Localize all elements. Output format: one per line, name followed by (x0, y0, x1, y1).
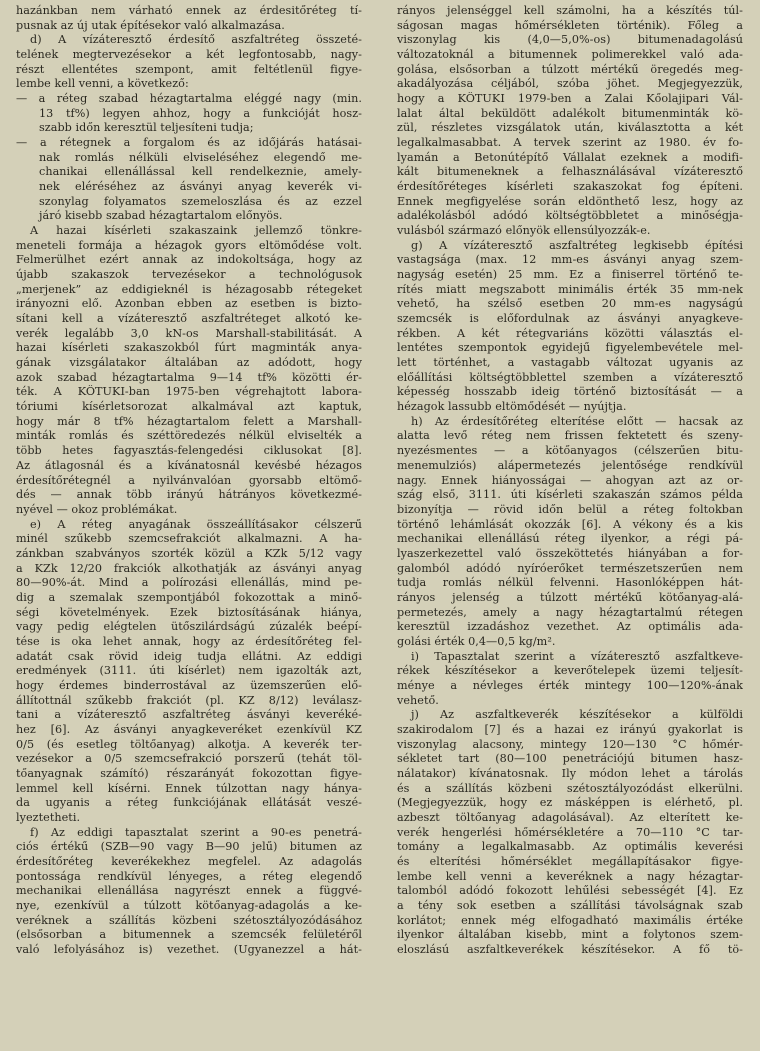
text-line: a KZk 12/20 frakciók alkothatják az ásványi anyag (16, 561, 362, 575)
text-line: újabb szakaszok tervezésekor a technológusok (16, 268, 362, 282)
text-line: mechanikai ellenállása nagyrészt ennek a függvé- (16, 884, 362, 898)
text-line: meneteli formája a hézagok gyors eltömődése volt. (16, 238, 362, 252)
text-line: — a rétegnek a forgalom és az időjárás hatásai- (16, 136, 362, 150)
text-line: kált bitumeneknek a felhasználásával vízáteresztő (397, 165, 743, 179)
text-line: és a szállítás közbeni szétosztályozódást elkerülni. (397, 781, 743, 795)
text-line: érdesítőréteges kísérleti szakaszokat fog építeni. (397, 180, 743, 194)
text-line: szág első, 3111. úti kísérleti szakaszán számos példa (397, 488, 743, 502)
text-line: rányos jelenséggel kell számolni, ha a készítés túl- (397, 4, 743, 17)
text-line: legalkalmasabbat. A tervek szerint az 1980. év fo- (397, 136, 743, 150)
text-line: (elsősorban a bitumennek a szemcsék felületéről (16, 928, 362, 942)
text-line: lemmel kell kísérni. Ennek túlzottan nagy hánya- (16, 781, 362, 795)
text-line: pontossága rendkívül lényeges, a réteg elegendő (16, 869, 362, 883)
text-line: da ugyanis a réteg funkciójának ellátását veszé- (16, 796, 362, 810)
text-line: e) A réteg anyagának összeállításakor célszerű (30, 517, 362, 531)
text-line: vehető, ha szélső esetben 20 mm-es nagyságú (397, 297, 743, 311)
text-line: több hetes fagyasztás-felengedési ciklusokat [8]. (16, 444, 362, 458)
text-line: lett történhet, a vastagabb változat ugyanis az (397, 356, 743, 370)
text-line: ménye a névleges érték mintegy 100—120%-ának (397, 678, 743, 692)
text-line: nye, ezenkívül a túlzott kötőanyag-adagolás a ke- (16, 898, 362, 912)
text-line: szabb időn keresztül teljesíteni tudja; (39, 121, 254, 135)
text-line: 80—90%-át. Mind a polírozási ellenállás, mind pe- (16, 576, 362, 590)
text-line: vezésekor a 0/5 szemcsefrakció porszerű (tehát töl- (16, 752, 362, 766)
right-column (397, 4, 743, 958)
text-line: Ennek megfigyelése során eldönthető lesz, hogy az (397, 194, 743, 208)
text-line: ciós értékű (SZB—90 vagy B—90 jelű) bitumen az (16, 840, 362, 854)
text-line: hez [6]. Az ásványi anyagkeveréket ezenkívül KZ (16, 722, 362, 736)
text-line: A hazai kísérleti szakaszaink jellemző tönkre- (30, 224, 362, 238)
text-line: 0/5 (és esetleg töltőanyag) alkotja. A keverék ter- (16, 737, 362, 751)
text-line: lentétes szempontok egyidejű figyelembevétele mel- (397, 341, 743, 355)
text-line: lyeztetheti. (16, 810, 81, 824)
text-line: tani a vízáteresztő aszfaltréteg ásványi keveréké- (16, 708, 362, 722)
text-line: Felmerülhet ezért annak az indokoltsága, hogy az (16, 253, 362, 267)
text-line: képesség hosszabb ideig történő biztosítását — a (397, 385, 743, 399)
text-line: szemcsék is előfordulnak az ásványi anyagkeve- (397, 312, 743, 326)
text-line: részt ellentétes szempont, amit feltétlenül figye- (16, 62, 362, 76)
text-line: tőanyagnak számító) részarányát fokozottan figye- (16, 766, 362, 780)
text-line: 13 tf%) legyen ahhoz, hogy a funkcióját hosz- (39, 106, 362, 120)
text-line: lyaszerkezettel való összeköttetés hiányában a for- (397, 546, 743, 560)
text-line: hazai kísérleti szakaszokból fúrt magminták anya- (16, 341, 362, 355)
text-line: viszonylag alacsony, mintegy 120—130 °C hőmér- (397, 737, 743, 751)
text-line: tése is oka lehet annak, hogy az érdesítőréteg fel- (16, 634, 362, 648)
text-line: vastagsága (max. 12 mm-es ásványi anyag szem- (397, 253, 743, 267)
text-line: ték. A KÖTUKI-ban 1975-ben végrehajtott labora- (16, 385, 362, 399)
text-line: és elterítési hőmérséklet megállapításakor figye- (397, 854, 743, 868)
text-line: szakirodalom [7] és a hazai ez irányú gyakorlat is (397, 722, 743, 736)
text-line: tóriumi kísérletsorozat alkalmával azt kaptuk, (16, 400, 362, 414)
text-line: változatoknál a bitumennek polimerekkel való ada- (397, 48, 743, 62)
text-line: nak romlás nélküli elviseléséhez elegendő me- (39, 150, 362, 164)
text-line: galomból adódó nyíróerőket természetszerűen nem (397, 561, 743, 575)
text-line: bizonyítja — rövid időn belül a réteg foltokban (397, 502, 743, 516)
text-line: talomból adódó fokozott lehűlési sebességét [4]. Ez (397, 884, 743, 898)
text-line: hogy már 8 tf% hézagtartalom felett a Marshall- (16, 414, 362, 428)
text-line: minták romlás és széttöredezés nélkül elviselték a (16, 429, 362, 443)
text-line: nyezésmentes — a kötőanyagos (célszerűen bitu- (397, 444, 743, 458)
text-line: eredmények (3111. úti kísérlet) nem igazolták azt, (16, 664, 362, 678)
text-line: rékek készítésekor a keverőtelepek üzemi teljesít- (397, 664, 743, 678)
text-line: hogy a KÖTUKI 1979-ben a Zalai Kőolajipari Vál- (397, 92, 743, 106)
text-line: hazánkban nem várható ennek az érdesitőréteg tí- (16, 4, 362, 17)
text-line: eloszlású aszfaltkeverékek készítésekor. A fő tö- (397, 943, 743, 956)
text-line: a tény sok esetben a szállítási távolságnak szab (397, 898, 743, 912)
text-line: viszonylag kis (4,0—5,0%-os) bitumenadagolású (397, 33, 743, 47)
text-line: lembe kell venni a keveréknek a nagy hézagtar- (397, 869, 743, 883)
text-line: hogy érdemes binderrostával az üzemszerűen elő- (16, 678, 362, 692)
text-line: állítottnál szűkebb frakciót (pl. KZ 8/12) leválasz- (16, 693, 362, 707)
text-line: veréknek a szállítás közbeni szétosztályozódásához (16, 913, 362, 927)
text-line: menemulziós) alápermetezés jelentősége rendkívül (397, 458, 743, 472)
text-line: „merjenek” az eddigieknél is hézagosabb rétegeket (16, 282, 362, 296)
text-line: i) Tapasztalat szerint a vízáteresztő aszfaltkeve- (411, 649, 743, 663)
text-line: előállítási költségtöbblettel szemben a vízáteresztő (397, 370, 743, 384)
text-line: lembe kell venni, a következő: (16, 77, 189, 91)
text-line: akadályozása céljából, szóba jöhet. Megjegyezzük, (397, 77, 743, 91)
text-line: zül, részletes vizsgálatok után, kiválasztotta a két (397, 121, 743, 135)
text-line: d) A vízáteresztő érdesítő aszfaltréteg összeté- (30, 33, 362, 47)
text-line: f) Az eddigi tapasztalat szerint a 90-es penetrá- (30, 825, 362, 839)
text-line: dés — annak több irányú hátrányos következmé- (16, 488, 362, 502)
text-line: lyamán a Betonútépítő Vállalat ezeknek a modifi- (397, 150, 743, 164)
text-line: nagy. Ennek hiányosságai — ahogyan azt az or- (397, 473, 743, 487)
text-line: való lefolyásához is) vezethet. (Ugyanezzel a hát- (16, 943, 362, 956)
text-line: dig a szemalak szempontjából fokozottak a minő- (16, 590, 362, 604)
text-line: zánkban szabványos szorték közül a KZk 5/12 vagy (16, 546, 362, 560)
text-line: permetezés, amely a nagy hézagtartalmú rétegen (397, 605, 743, 619)
text-line: vehető. (397, 693, 439, 707)
text-line: történő lehámlását okozzák [6]. A vékony és a kis (397, 517, 743, 531)
text-line: Az átlagosnál és a kívánatosnál kevésbé hézagos (16, 458, 362, 472)
left-column (16, 4, 362, 958)
text-line: rítés miatt megszabott minimális érték 35 mm-nek (397, 282, 743, 296)
text-line: j) Az aszfaltkeverék készítésekor a külföldi (411, 708, 743, 722)
text-line: érdesítőrétegnél a nyilvánvalóan gyorsabb eltömő- (16, 473, 362, 487)
text-line: hézagok lassubb eltömődését — nyújtja. (397, 400, 627, 414)
text-line: tudja romlás nélkül felvenni. Hasonlóképpen hát- (397, 576, 743, 590)
text-line: tomány a legalkalmasabb. Az optimális keverési (397, 840, 743, 854)
text-line: nálatakor) kívánatosnak. Ily módon lehet a tárolás (397, 766, 743, 780)
text-line: rékben. A két rétegvariáns közötti választás el- (397, 326, 743, 340)
text-line: adatát csak rövid ideig tudja ellátni. Az eddigi (16, 649, 362, 663)
text-line: vulásból származó előnyök ellensúlyozzák-e. (397, 224, 651, 238)
text-line: keresztül izzadáshoz vezethet. Az optimális ada- (397, 620, 743, 634)
text-line: minél szűkebb szemcsefrakciót alkalmazni. A ha- (16, 532, 362, 546)
text-line: rányos jelenség a túlzott mértékű kötőanyag-alá- (397, 590, 743, 604)
text-line: nek eléréséhez az ásványi anyag keverék vi- (39, 180, 362, 194)
text-line: sékletet tart (80—100 penetrációjú bitumen hasz- (397, 752, 743, 766)
text-line: ilyenkor általában kisebb, mint a folytonos szem- (397, 928, 743, 942)
text-line: pusnak az új utak építésekor való alkalmazása. (16, 18, 285, 32)
text-line: vagy pedig elégtelen ütőszilárdságú zúzalék beépí- (16, 620, 362, 634)
text-line: — a réteg szabad hézagtartalma eléggé nagy (min. (16, 92, 362, 106)
text-line: gának vizsgálatakor általában az adódott, hogy (16, 356, 362, 370)
text-line: nyével — okoz problémákat. (16, 502, 178, 516)
text-line: mechanikai ellenállású réteg ilyenkor, a régi pá- (397, 532, 743, 546)
text-line: azbeszt töltőanyag adagolásával). Az elterített ke- (397, 810, 743, 824)
text-line: golási érték 0,4—0,5 kg/m². (397, 634, 556, 648)
text-line: g) A vízáteresztő aszfaltréteg legkisebb építési (411, 238, 743, 252)
text-line: korlátot; ennek még elfogadható maximális értéke (397, 913, 743, 927)
text-line: golása, elsősorban a túlzott mértékű öregedés meg- (397, 62, 743, 76)
text-line: verék legalább 3,0 kN-os Marshall-stabilitását. A (16, 326, 362, 340)
text-line: chanikai ellenállással kell rendelkeznie, amely- (39, 165, 362, 179)
text-line: adalékolásból adódó költségtöbbletet a minőségja- (397, 209, 743, 223)
text-line: ségi követelmények. Ezek biztosításának hiánya, (16, 605, 362, 619)
text-line: alatta levő réteg nem frissen fektetett és szeny- (397, 429, 743, 443)
text-line: irányozni elő. Azonban ebben az esetben is bizto- (16, 297, 362, 311)
text-line: sítani kell a vízáteresztő aszfaltréteget alkotó ke- (16, 312, 362, 326)
text-line: telének megtervezésekor a két legfontosabb, nagy- (16, 48, 362, 62)
text-line: verék hengerlési hőmérsékletére a 70—110 °C tar- (397, 825, 743, 839)
text-line: ságosan magas hőmérsékleten történik). Főleg a (397, 18, 743, 32)
text-line: szonylag folyamatos szemeloszlása és az ezzel (39, 194, 362, 208)
text-line: (Megjegyezzük, hogy ez másképpen is elérhető, pl. (397, 796, 743, 810)
text-line: nagyság esetén) 25 mm. Ez a finiserrel történő te- (397, 268, 743, 282)
text-line: lalat által beküldött adalékolt bitumenminták kö- (397, 106, 743, 120)
text-line: járó kisebb szabad hézagtartalom előnyös. (39, 209, 283, 223)
text-line: azok szabad hézagtartalma 9—14 tf% közötti ér- (16, 370, 362, 384)
text-line: érdesítőréteg keverékekhez megfelel. Az adagolás (16, 854, 362, 868)
text-line: h) Az érdesítőréteg elterítése előtt — hacsak az (411, 414, 743, 428)
